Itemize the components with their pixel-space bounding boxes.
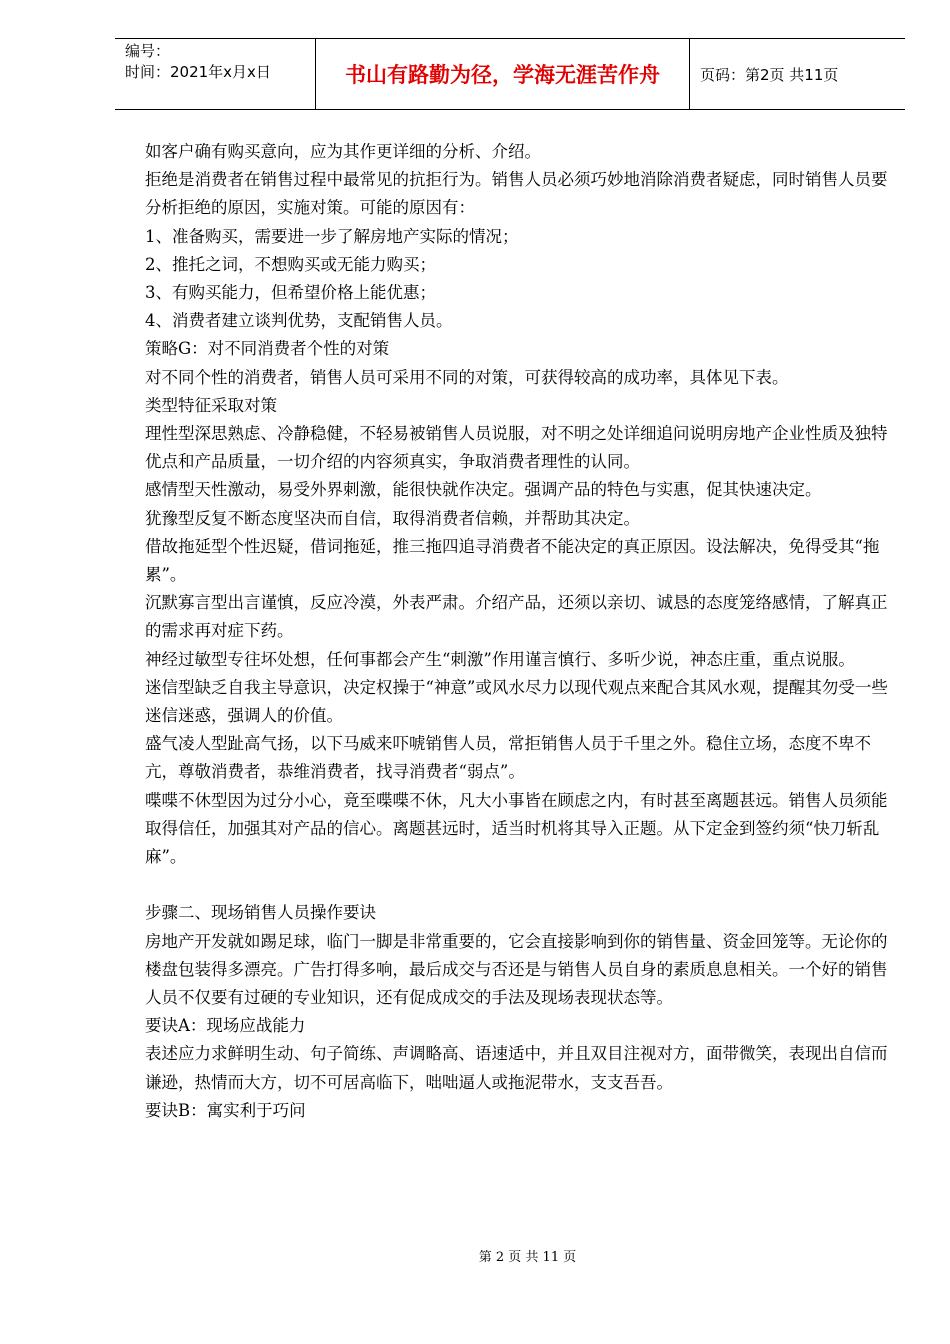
header-motto: 书山有路勤为径，学海无涯苦作舟 bbox=[315, 39, 690, 109]
body-paragraph: 拒绝是消费者在销售过程中最常见的抗拒行为。销售人员必须巧妙地消除消费者疑虑，同时销售人员要分析拒绝的原因，实施对策。可能的原因有： bbox=[145, 170, 888, 218]
time-label: 时间：2021年x月x日 bbox=[125, 63, 271, 81]
body-paragraph: 表述应力求鲜明生动、句子简练、声调略高、语速适中，并且双目注视对方，面带微笑，表现出自信而谦逊，热情而大方，切不可居高临下，咄咄逼人或拖泥带水，支支吾吾。 bbox=[145, 1044, 888, 1092]
body-paragraph: 1、准备购买，需要进一步了解房地产实际的情况； bbox=[145, 226, 519, 246]
body-paragraph: 4、消费者建立谈判优势，支配销售人员。 bbox=[145, 311, 453, 331]
page-header bbox=[115, 38, 905, 110]
body-paragraph: 感情型天性激动，易受外界刺激，能很快就作决定。强调产品的特色与实惠，促其快速决定。 bbox=[145, 480, 822, 500]
header-meta bbox=[115, 39, 315, 109]
body-paragraph: 迷信型缺乏自我主导意识，决定权操于“神意”或风水尽力以现代观点来配合其风水观，提醒其勿受一些迷信迷惑，强调人的价值。 bbox=[145, 677, 888, 726]
header-page-number: 页码：第2页 共11页 bbox=[700, 65, 839, 84]
body-paragraph: 类型特征采取对策 bbox=[145, 395, 277, 415]
body-paragraph: 盛气凌人型趾高气扬，以下马威来吓唬销售人员，常拒销售人员于千里之外。稳住立场，态度不卑不亢，尊敬消费者，恭维消费者，找寻消费者“弱点”。 bbox=[145, 734, 871, 782]
doc-number-label: 编号： bbox=[125, 42, 171, 60]
body-paragraph: 2、推托之词，不想购买或无能力购买； bbox=[145, 254, 436, 274]
body-paragraph: 3、有购买能力，但希望价格上能优惠； bbox=[145, 283, 436, 303]
body-paragraph: 对不同个性的消费者，销售人员可采用不同的对策，可获得较高的成功率，具体见下表。 bbox=[145, 367, 789, 387]
body-paragraph: 策略G：对不同消费者个性的对策 bbox=[145, 339, 390, 359]
body-paragraph: 沉默寡言型出言谨慎，反应冷漠，外表严肃。介绍产品，还须以亲切、诚恳的态度笼络感情，了解真正的需求再对症下药。 bbox=[145, 593, 888, 641]
body-paragraph: 喋喋不休型因为过分小心，竟至喋喋不休，凡大小事皆在顾虑之内，有时甚至离题甚远。销售人员须能取得信任，加强其对产品的信心。离题甚远时，适当时机将其导入正题。从下定金到签约须“快刀斩乱麻”。 bbox=[145, 790, 888, 867]
document-body bbox=[145, 138, 890, 1125]
body-paragraph: 房地产开发就如踢足球，临门一脚是非常重要的，它会直接影响到你的销售量、资金回笼等。无论你的楼盘包装得多漂亮。广告打得多响，最后成交与否还是与销售人员自身的素质息息相关。一个好的销售人员不仅要有过硬的专业知识，还有促成成交的手法及现场表现状态等。 bbox=[145, 931, 888, 1008]
body-paragraph: 如客户确有购买意向，应为其作更详细的分析、介绍。 bbox=[145, 142, 541, 161]
body-paragraph: 理性型深思熟虑、冷静稳健，不轻易被销售人员说服，对不明之处详细追问说明房地产企业性质及独特优点和产品质量，一切介绍的内容须真实，争取消费者理性的认同。 bbox=[145, 424, 888, 472]
body-paragraph: 借故拖延型个性迟疑，借词拖延，推三拖四追寻消费者不能决定的真正原因。设法解决，免得受其“拖累”。 bbox=[145, 536, 880, 585]
body-paragraph: 犹豫型反复不断态度坚决而自信，取得消费者信赖，并帮助其决定。 bbox=[145, 508, 640, 528]
body-paragraph: 神经过敏型专往坏处想，任何事都会产生“刺激”作用谨言慎行、多听少说，神态庄重，重点说服。 bbox=[145, 649, 855, 669]
body-paragraph: 步骤二、现场销售人员操作要诀 bbox=[145, 903, 376, 923]
page-footer: 第 2 页 共 11 页 bbox=[478, 1250, 577, 1265]
body-paragraph: 要诀A：现场应战能力 bbox=[145, 1016, 306, 1036]
body-paragraph: 要诀B：寓实利于巧问 bbox=[145, 1100, 306, 1120]
blank-line bbox=[145, 871, 890, 899]
